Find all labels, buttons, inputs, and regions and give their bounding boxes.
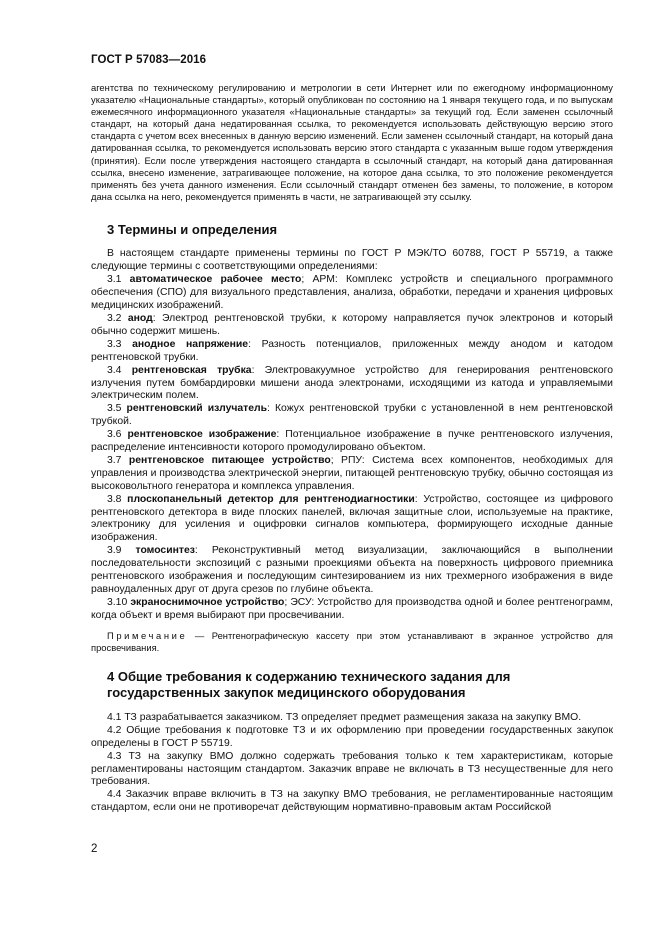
term-number: 3.8 — [107, 493, 122, 505]
document-header: ГОСТ Р 57083—2016 — [91, 54, 207, 66]
term-text: ; ЭСУ: Устройство для производства одной и более рентгенограмм, когда объект и время выбирают при просвечивании. — [91, 596, 614, 621]
term-definition — [91, 597, 613, 623]
term-definition — [91, 365, 613, 404]
term-text: ; РПУ: Система всех компонентов, необходимых для управления и производства электрической энергии, питающей рентгеновскую трубку, обычно состоящая из высоковольтного генератора и комплекса управления. — [91, 454, 613, 492]
term-definition — [91, 545, 613, 597]
section-3-heading: 3 Термины и определения — [107, 221, 278, 237]
term-number: 3.4 — [107, 364, 122, 376]
intro-paragraph: агентства по техническому регулированию и метрологии в сети Интернет или по ежегодному информационному указателю «Национальные стандарты», который опубликован по состоянию на 1 января текущего года, и по выпускам ежемесячного информационного указателя «Национальные стандарты» за текущий год. Если заменен ссылочный стандарт, на который дана недатированная ссылка, то рекомендуется использовать действующую версию этого стандарта с учетом всех внесенных в данную версию изменений. Если заменен ссылочный стандарт, на который дана датированная ссылка, то рекомендуется использовать версию этого стандарта с указанным выше годом утверждения (принятия). Если после утверждения настоящего стандарта в ссылочный стандарт, на который дана датированная ссылка, внесено изменение, затрагивающее положение, на которое дана ссылка, то это положение рекомендуется применять без учета данного изменения. Если ссылочный стандарт отменен без замены, то положение, в котором дана ссылка на него, рекомендуется применять в части, не затрагивающей эту ссылку. — [91, 82, 613, 202]
term-number: 3.5 — [107, 403, 122, 415]
section-4-heading: 4 Общие требования к содержанию технического задания для государственных закупок медицинского оборудования — [107, 668, 511, 701]
page-number: 2 — [91, 843, 98, 855]
terms-list — [91, 274, 613, 622]
term-number: 3.1 — [107, 274, 122, 286]
term-name: экраноснимочное устройство — [130, 596, 285, 608]
term-text: : Кожух рентгеновской трубки с установленной в нем рентгеновской трубкой. — [91, 403, 613, 428]
term-number: 3.9 — [107, 545, 122, 557]
note-label: Примечание — [107, 629, 188, 641]
term-definition — [91, 339, 613, 365]
paragraph-4-2: 4.2 Общие требования к подготовке ТЗ и их оформлению при проведении государственных закупок определены в ГОСТ Р 55719. — [91, 724, 613, 749]
term-number: 3.3 — [107, 338, 122, 350]
term-number: 3.10 — [107, 596, 128, 608]
page-content — [91, 82, 613, 815]
term-number: 3.6 — [107, 429, 122, 441]
term-definition — [91, 403, 613, 429]
paragraph-4-4: 4.4 Заказчик вправе включить в ТЗ на закупку ВМО требования, не регламентированные настоящим стандартом, если они не противоречат действующим нормативно-правовым актам Российской — [91, 789, 613, 814]
term-text: : Потенциальное изображение в пучке рентгеновского излучения, распределение интенсивности которого промодулировано объектом. — [91, 429, 613, 454]
term-name: рентгеновская трубка — [131, 364, 252, 376]
section-3-intro: В настоящем стандарте применены термины по ГОСТ Р МЭК/ТО 60788, ГОСТ Р 55719, а также следующие термины с соответствующими определениями: — [91, 248, 613, 273]
paragraph-4-1: 4.1 ТЗ разрабатывается заказчиком. ТЗ определяет предмет размещения заказа на закупку ВМО. — [107, 711, 582, 723]
term-definition — [91, 429, 613, 455]
term-number: 3.2 — [107, 312, 122, 324]
term-name: рентгеновское изображение — [127, 429, 277, 441]
term-text: : Электрод рентгеновской трубки, к которому направляется пучок электронов и который обычно содержит мишень. — [91, 312, 613, 337]
term-definition — [91, 455, 613, 494]
term-name: автоматическое рабочее место — [129, 274, 302, 286]
term-name: рентгеновский излучатель — [126, 403, 268, 415]
term-name: томосинтез — [135, 545, 195, 557]
term-text: : Разность потенциалов, приложенных между анодом и катодом рентгеновской трубки. — [91, 338, 613, 363]
term-text: : Реконструктивный метод визуализации, заключающийся в выполнении последовательности экспозиций с разными проекциями объекта на поверхность цифрового приемника рентгеновского изображения и последующим синтезированием из них трехмерного изображения в виде равноудаленных друг от друга срезов по глубине объекта. — [91, 545, 613, 595]
term-name: рентгеновское питающее устройство — [128, 454, 331, 466]
term-number: 3.7 — [107, 454, 122, 466]
term-text: : Устройство, состоящее из цифрового рентгеновского детектора в виде плоских панелей, включая защитные слои, используемые на практике, электронику для усиления и оцифровки сигналов компьютера, формирующего исходные данные изображения. — [91, 493, 614, 544]
term-text: ; АРМ: Комплекс устройств и специального программного обеспечения (СПО) для визуального представления, анализа, обработки, передачи и хранения цифровых медицинских изображений. — [91, 274, 613, 312]
term-definition — [91, 313, 613, 339]
term-text: : Электровакуумное устройство для генерирования рентгеновского излучения путем бомбардировки мишени анода электронами, исходящими из катода и управляемыми электрическим полем. — [91, 364, 614, 402]
term-definition — [91, 494, 613, 546]
note-text: — Рентгенографическую кассету при этом устанавливают в экранное устройство для просвечивания. — [91, 629, 613, 653]
note — [91, 630, 613, 654]
term-definition — [91, 274, 613, 313]
term-name: анодное напряжение — [132, 338, 249, 350]
term-name: плоскопанельный детектор для рентгенодиагностики — [127, 493, 415, 505]
paragraph-4-3: 4.3 ТЗ на закупку ВМО должно содержать требования только к тем характеристикам, которые регламентированы настоящим стандартом. Заказчик вправе не включать в ТЗ несущественные для него требования. — [91, 750, 613, 788]
term-name: анод — [127, 312, 153, 324]
